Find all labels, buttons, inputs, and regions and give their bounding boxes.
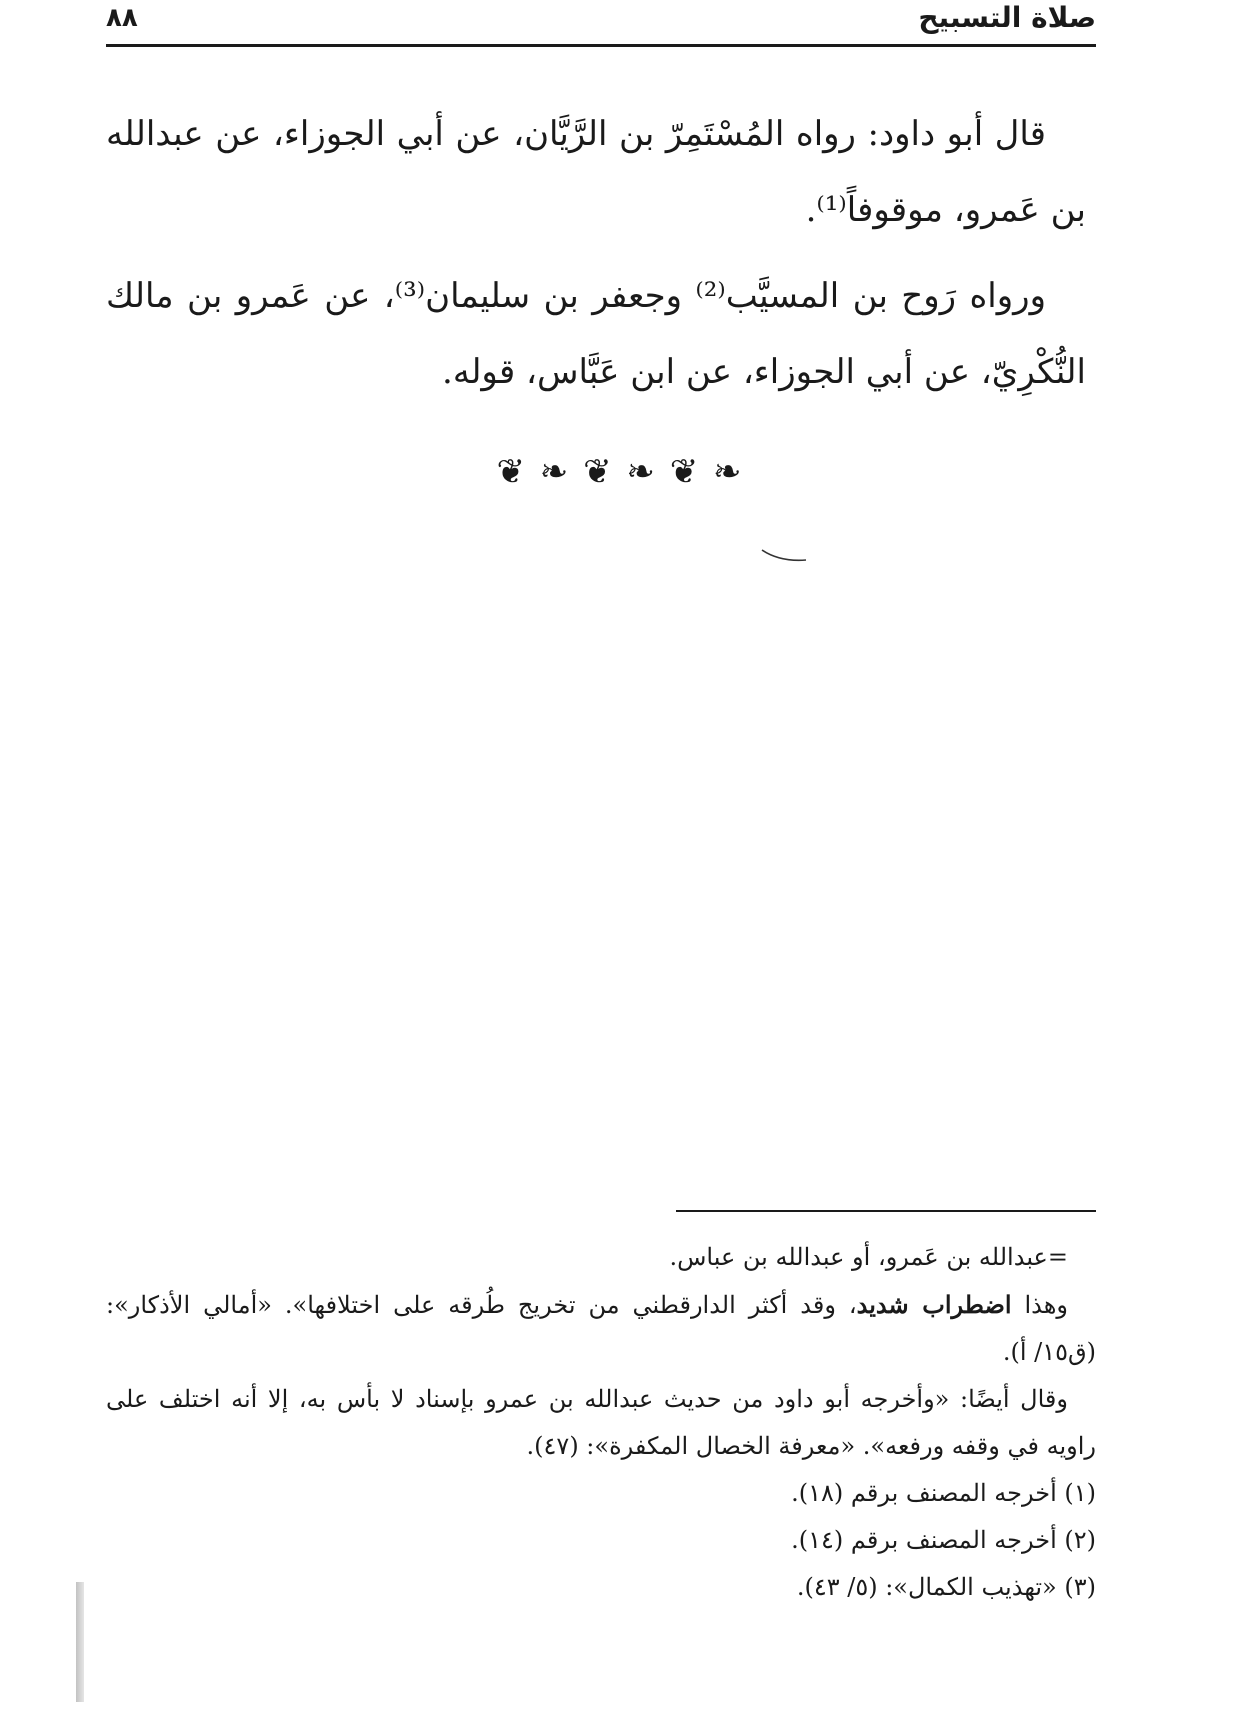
footnote-separator xyxy=(676,1210,1096,1212)
main-text xyxy=(106,96,1086,410)
footnote-bold-phrase: اضطراب شديد xyxy=(856,1290,1012,1319)
stray-pen-mark xyxy=(760,548,808,562)
header-title: صلاة التسبيح xyxy=(918,1,1096,34)
footnotes xyxy=(106,1234,1096,1611)
paragraph-2: ورواه رَوح بن المسيَّب⁽²⁾ وجعفر بن سليمان⁽³⁾، عن عَمرو بن مالك النُّكْرِيّ، عن أبي الجوزاء، عن ابن عَبَّاس، قوله. xyxy=(106,276,1086,392)
footnote-quote xyxy=(106,1281,1096,1376)
footnote-3: (٣) «تهذيب الكمال»: (٥/ ٤٣). xyxy=(796,1573,1096,1601)
footnote-1: (١) أخرجه المصنف برقم (١٨). xyxy=(791,1479,1096,1507)
scan-edge-shadow xyxy=(76,1582,84,1702)
footnote-quote-end: ، وقد أكثر الدارقطني من تخريج طُرقه على اختلافها». «أمالي الأذكار»: (ق١٥/ أ). xyxy=(106,1291,1096,1366)
ornament-divider: ❦ ❧ ❦ ❧ ❦ ❧ xyxy=(496,452,744,492)
page-number: ٨٨ xyxy=(106,3,138,33)
paragraph-1: قال أبو داود: رواه المُسْتَمِرّ بن الرَّيَّان، عن أبي الجوزاء، عن عبدالله بن عَمرو، موقوفاً⁽¹⁾. xyxy=(106,114,1086,230)
running-header xyxy=(106,0,1096,47)
footnote-continuation: =عبدالله بن عَمرو، أو عبدالله بن عباس. xyxy=(669,1243,1068,1271)
footnote-quote-start: وهذا xyxy=(1011,1291,1068,1319)
footnote-second-quote: وقال أيضًا: «وأخرجه أبو داود من حديث عبدالله بن عمرو بإسناد لا بأس به، إلا أنه اختلف على راويه في وقفه ورفعه». «معرفة الخصال المكفرة»: (٤٧). xyxy=(106,1385,1096,1460)
footnote-2: (٢) أخرجه المصنف برقم (١٤). xyxy=(791,1526,1096,1554)
